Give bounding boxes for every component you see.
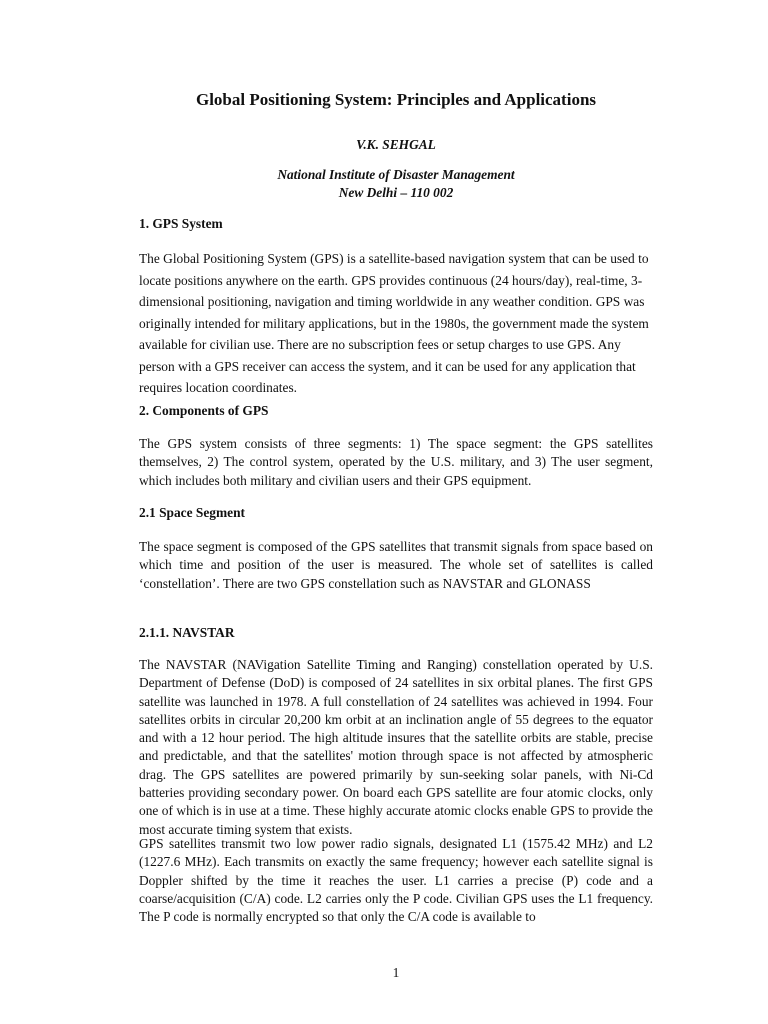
affiliation-line-1: National Institute of Disaster Management — [277, 167, 515, 182]
affiliation — [139, 166, 653, 202]
section-heading-space-segment: 2.1 Space Segment — [139, 505, 246, 520]
section-body-navstar-1: The NAVSTAR (NAVigation Satellite Timing and Ranging) constellation operated by U.S. Department of Defense (DoD) is composed of 24 satellites in six orbital planes. The first GPS satellite was launched in 1978. A full constellation of 24 satellites was achieved in 1994. Four satellites orbits in circular 20,200 km orbit at an inclination angle of 55 degrees to the equator and with a 12 hour period. The high altitude insures that the satellite orbits are stable, precise and predictable, and that the satellites' motion through space is not affected by atmospheric drag. The GPS satellites are powered primarily by sun-seeking solar panels, with Ni-Cd batteries providing secondary power. On board each GPS satellite are four atomic clocks, only one of which is in use at a time. These highly accurate atomic clocks enable GPS to provide the most accurate timing system that exists. — [139, 657, 653, 837]
section-heading-navstar: 2.1.1. NAVSTAR — [139, 625, 235, 640]
section-heading-gps-system: 1. GPS System — [139, 216, 223, 231]
section-body-components: The GPS system consists of three segments: 1) The space segment: the GPS satellites themselves, 2) The control system, operated by the U.S. military, and 3) The user segment, which includes both military and civilian users and their GPS equipment. — [139, 436, 653, 488]
paper-title: Global Positioning System: Principles and Applications — [195, 90, 597, 109]
section-body-navstar-2: GPS satellites transmit two low power radio signals, designated L1 (1575.42 MHz) and L2 (1227.6 MHz). Each transmits on exactly the same frequency; however each satellite signal is Doppler shifted by the time it reaches the user. L1 carries a precise (P) code and a coarse/acquisition (C/A) code. L2 carries only the P code. Civilian GPS uses the L1 frequency. The P code is normally encrypted so that only the C/A code is available to — [139, 836, 653, 925]
section-heading-components: 2. Components of GPS — [139, 403, 269, 418]
author-name: V.K. SEHGAL — [356, 137, 436, 152]
page-number: 1 — [392, 965, 400, 980]
affiliation-line-2: New Delhi – 110 002 — [338, 185, 454, 200]
section-body-gps-system: The Global Positioning System (GPS) is a satellite-based navigation system that can be used to locate positions anywhere on the earth. GPS provides continuous (24 hours/day), real-time, 3-dimensional positioning, navigation and timing worldwide in any weather condition. GPS was originally intended for military applications, but in the 1980s, the government made the system available for civilian use. There are no subscription fees or setup charges to use GPS. Any person with a GPS receiver can access the system, and it can be used for any application that requires location coordinates. — [139, 251, 649, 395]
section-body-space-segment: The space segment is composed of the GPS satellites that transmit signals from space based on which time and position of the user is measured. The whole set of satellites is called ‘constellation’. There are two GPS constellation such as NAVSTAR and GLONASS — [139, 539, 653, 591]
